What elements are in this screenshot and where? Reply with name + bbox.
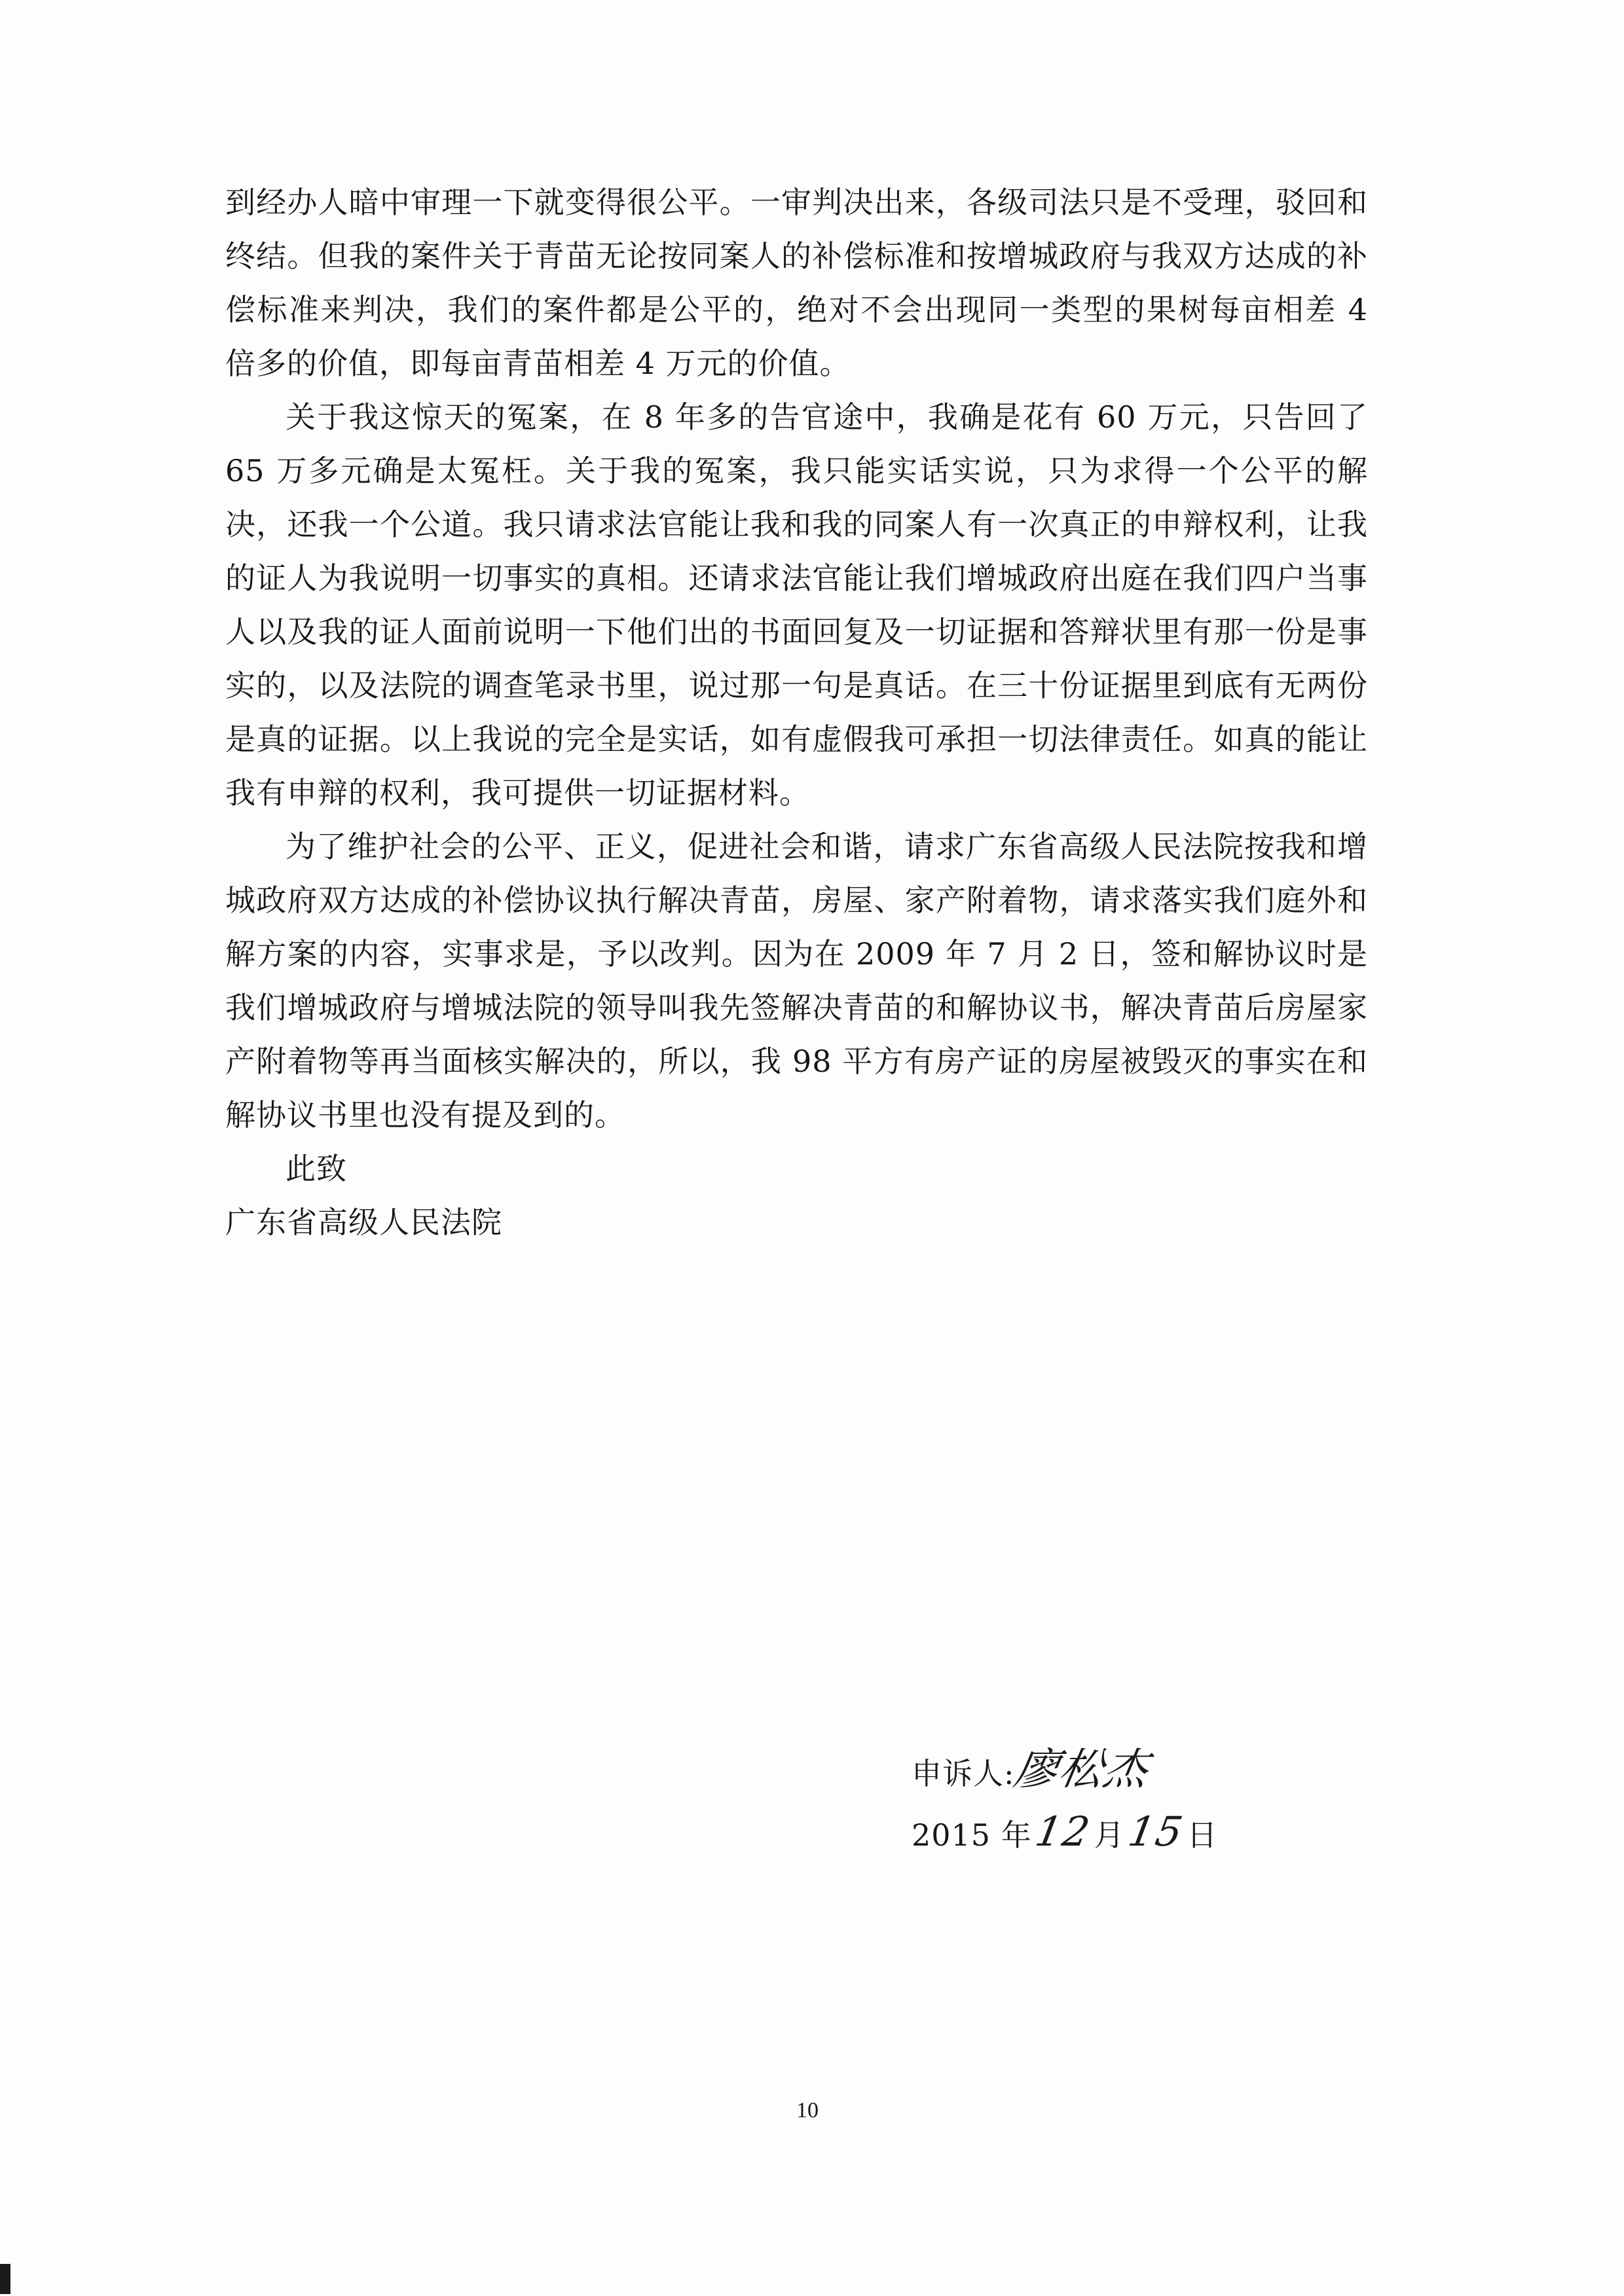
scan-edge-mark bbox=[0, 2264, 10, 2294]
paragraph-case-cost: 关于我这惊天的冤案，在 8 年多的告官途中，我确是花有 60 万元，只告回了 65 万多元确是太冤枉。关于我的冤案，我只能实话实说，只为求得一个公平的解决，还我一个公道。我只请求法官能让我和我的同案人有一次真正的申辩权利，让我的证人为我说明一切事实的真相。还请求法官能让我们增城政府出庭在我们四户当事人以及我的证人面前说明一下他们出的书面回复及一切证据和答辩状里有那一份是事实的，以及法院的调查笔录书里，说过那一句是真话。在三十份证据里到底有无两份是真的证据。以上我说的完全是实话，如有虚假我可承担一切法律责任。如真的能让我有申辩的权利，我可提供一切证据材料。 bbox=[225, 399, 1368, 811]
date-line bbox=[912, 1800, 1218, 1863]
signature-label: 申诉人: bbox=[912, 1756, 1015, 1791]
date-month-char: 月 bbox=[1094, 1817, 1125, 1853]
paragraph-continuation: 到经办人暗中审理一下就变得很公平。一审判决出来，各级司法只是不受理，驳回和终结。但我的案件关于青苗无论按同案人的补偿标准和按增城政府与我双方达成的补偿标准来判决，我们的案件都是公平的，绝对不会出现同一类型的果树每亩相差 4 倍多的价值，即每亩青苗相差 4 万元的价值。 bbox=[225, 185, 1368, 381]
date-day-handwritten: 15 bbox=[1124, 1808, 1187, 1855]
date-month-handwritten: 12 bbox=[1031, 1808, 1095, 1855]
signature-block bbox=[912, 1738, 1218, 1863]
letter-body bbox=[225, 175, 1368, 1249]
date-day-char: 日 bbox=[1187, 1817, 1218, 1853]
signature-line bbox=[912, 1738, 1218, 1800]
page-number: 10 bbox=[796, 2098, 819, 2123]
date-year: 2015 年 bbox=[912, 1817, 1032, 1853]
addressee: 广东省高级人民法院 bbox=[225, 1205, 502, 1240]
closing-salutation: 此致 bbox=[286, 1151, 347, 1186]
handwritten-signature: 廖松杰 bbox=[1010, 1744, 1153, 1795]
paragraph-request: 为了维护社会的公平、正义，促进社会和谐，请求广东省高级人民法院按我和增城政府双方达成的补偿协议执行解决青苗，房屋、家产附着物，请求落实我们庭外和解方案的内容，实事求是，予以改判。因为在 2009 年 7 月 2 日，签和解协议时是我们增城政府与增城法院的领导叫我先签解决青苗的和解协议书，解决青苗后房屋家产附着物等再当面核实解决的，所以，我 98 平方有房产证的房屋被毁灭的事实在和解协议书里也没有提及到的。 bbox=[225, 829, 1368, 1133]
